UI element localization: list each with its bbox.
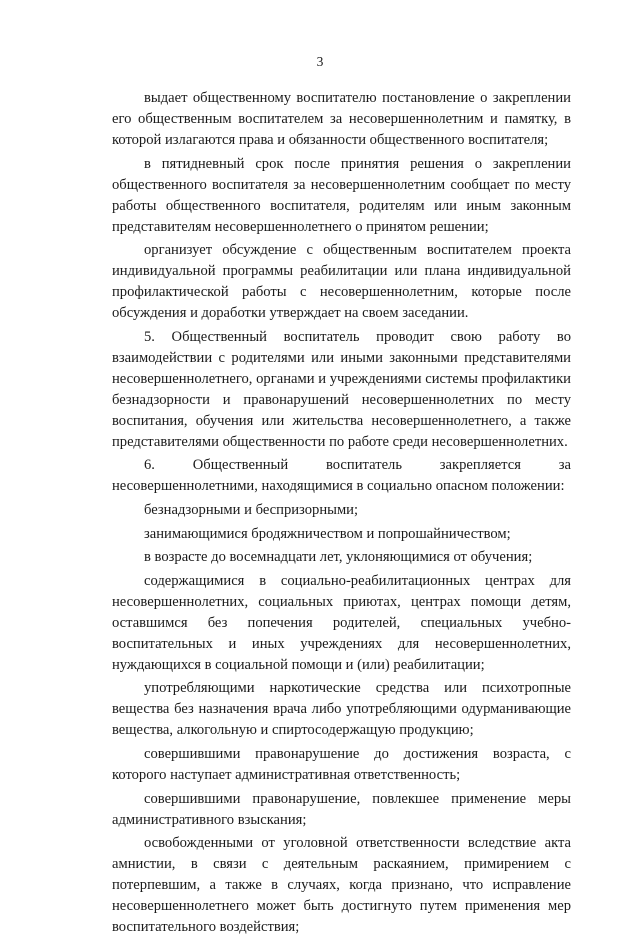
paragraph: выдает общественному воспитателю постановление о закреплении его общественным воспитателем за несовершеннолетним и памятку, в которой излагаются права и обязанности общественного воспитателя; — [112, 90, 571, 148]
paragraph: в пятидневный срок после принятия решения о закреплении общественного воспитателя за несовершеннолетним сообщает по месту работы общественного воспитателя, родителям или иным законным представителям несовершеннолетнего о принятом решении; — [112, 155, 571, 235]
paragraph: организует обсуждение с общественным воспитателем проекта индивидуальной программы реабилитации или плана индивидуальной профилактической работы с несовершеннолетним, которые после обсуждения и доработки утверждает на своем заседании. — [112, 242, 571, 322]
paragraph: в возрасте до восемнадцати лет, уклоняющимися от обучения; — [144, 549, 533, 566]
paragraph: совершившими правонарушение до достижения возраста, с которого наступает административная ответственность; — [112, 745, 571, 783]
page-number: 3 — [316, 54, 324, 69]
paragraph: 5. Общественный воспитатель проводит свою работу во взаимодействии с родителями или иными законными представителями несовершеннолетнего, органами и учреждениями системы профилактики безнадзорности и правонарушений несовершеннолетних по месту воспитания, обучения или жительства несовершеннолетнего, а также представителями общественности по работе среди несовершеннолетних. — [112, 328, 571, 450]
paragraph: занимающимися бродяжничеством и попрошайничеством; — [144, 525, 511, 542]
document-body — [112, 88, 571, 941]
paragraph: употребляющими наркотические средства или психотропные вещества без назначения врача либо употребляющими одурманивающие вещества, алкогольную и спиртосодержащую продукцию; — [112, 680, 571, 739]
paragraph: содержащимися в социально-реабилитационных центрах для несовершеннолетних, социальных приютах, центрах помощи детям, оставшимся без попечения родителей, специальных учебно-воспитательных и иных учреждениях для несовершеннолетних, нуждающихся в социальной помощи и (или) реабилитации; — [112, 572, 571, 673]
paragraph: совершившими правонарушение, повлекшее применение меры административного взыскания; — [112, 790, 571, 828]
paragraph: освобожденными от уголовной ответственности вследствие акта амнистии, в связи с деятельным раскаянием, примирением с потерпевшим, а также в случаях, когда признано, что исправление несовершеннолетнего может быть достигнуто путем применения мер воспитательного воздействия; — [112, 835, 571, 936]
paragraph: безнадзорными и беспризорными; — [144, 501, 359, 518]
paragraph: 6. Общественный воспитатель закрепляется за несовершеннолетними, находящимися в социально опасном положении: — [112, 457, 571, 495]
